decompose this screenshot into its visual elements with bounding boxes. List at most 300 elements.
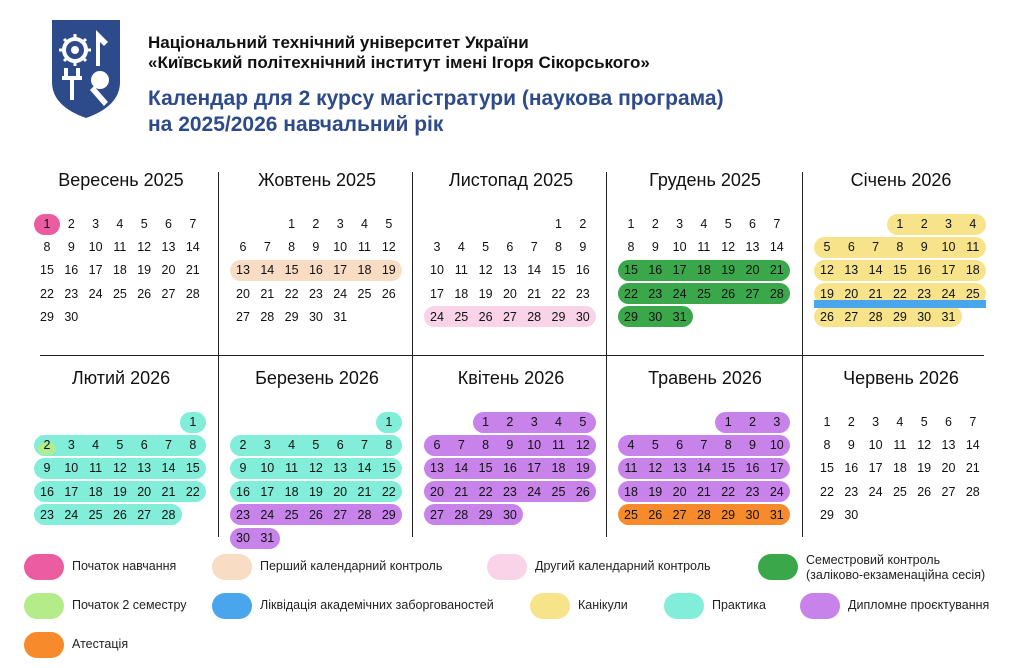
calendar-day: 30 — [575, 309, 590, 324]
calendar-day: 18 — [454, 286, 469, 301]
calendar-day: 7 — [189, 217, 197, 231]
legend-swatch — [487, 554, 527, 580]
calendar-day: 16 — [308, 263, 323, 278]
legend-first-control — [212, 554, 472, 580]
calendar-day: 21 — [965, 461, 980, 476]
calendar-day: 6 — [506, 240, 514, 255]
calendar-day: 11 — [697, 240, 711, 255]
calendar-day: 16 — [502, 461, 517, 476]
calendar-day: 14 — [454, 461, 469, 476]
calendar-day: 20 — [745, 263, 760, 278]
calendar-day: 1 — [288, 217, 296, 231]
calendar-day: 12 — [820, 263, 834, 278]
calendar-day: 27 — [844, 309, 859, 324]
calendar-day: 10 — [333, 240, 348, 255]
calendar-day: 31 — [333, 309, 348, 324]
calendar-day: 28 — [696, 507, 711, 522]
calendar-day: 17 — [527, 461, 542, 476]
calendar-day: 25 — [965, 286, 980, 301]
calendar-day: 31 — [260, 531, 275, 545]
legend-second-control — [487, 554, 747, 580]
calendar-day: 1 — [627, 217, 635, 231]
calendar-day: 25 — [357, 286, 372, 301]
calendar-day: 16 — [236, 484, 250, 499]
calendar-day: 26 — [381, 286, 396, 301]
calendar-day: 15 — [721, 461, 736, 476]
calendar-day: 12 — [721, 240, 736, 255]
calendar-day: 10 — [868, 438, 883, 453]
legend-label: Атестація — [72, 637, 129, 651]
month-title: Травень 2026 — [648, 368, 762, 388]
calendar-day: 28 — [454, 507, 469, 522]
calendar-day: 4 — [116, 217, 124, 231]
calendar-day: 22 — [40, 286, 54, 301]
calendar-day: 17 — [672, 263, 687, 278]
calendar-day: 30 — [502, 507, 517, 522]
calendar-day: 26 — [820, 309, 834, 324]
calendar-day: 3 — [676, 217, 684, 231]
calendar-day: 13 — [137, 461, 152, 476]
calendar-day: 25 — [551, 484, 566, 499]
legend-start-of-second-semester — [24, 593, 204, 619]
calendar-day: 10 — [64, 461, 79, 476]
month-title: Лютий 2026 — [71, 368, 171, 388]
calendar-day: 9 — [506, 438, 514, 453]
calendar-day: 9 — [749, 438, 756, 453]
calendar-day: 12 — [648, 461, 663, 476]
calendar-day: 15 — [381, 461, 396, 476]
calendar-day: 16 — [648, 263, 663, 278]
calendar-day: 28 — [161, 507, 176, 522]
legend-swatch — [664, 593, 704, 619]
calendar-day: 27 — [161, 286, 176, 301]
legend-academic-debt — [212, 593, 522, 619]
calendar-day: 19 — [575, 461, 590, 476]
calendar-day: 13 — [672, 461, 687, 476]
calendar-day: 9 — [920, 240, 928, 255]
calendar-day: 23 — [308, 286, 323, 301]
calendar-day: 19 — [721, 263, 736, 278]
calendar-day: 14 — [161, 461, 176, 476]
month-title: Жовтень 2025 — [257, 170, 376, 190]
calendar-day: 2 — [651, 217, 659, 231]
legend-holidays — [530, 593, 650, 619]
calendar-day: 8 — [482, 438, 490, 453]
calendar-day: 31 — [672, 309, 687, 324]
calendar-day: 17 — [260, 484, 275, 499]
calendar-day: 3 — [872, 415, 880, 429]
calendar-day: 4 — [457, 240, 465, 255]
calendar-day: 10 — [527, 438, 542, 453]
calendar-day: 8 — [189, 438, 197, 453]
calendar-day: 11 — [113, 240, 127, 255]
calendar-day: 8 — [288, 240, 296, 255]
calendar-day: 23 — [844, 484, 859, 499]
legend-semester-control — [758, 554, 1008, 580]
month-march-2026 — [219, 368, 415, 553]
legend-swatch — [758, 554, 798, 580]
legend-label: Ліквідація академічних заборгованостей — [260, 598, 494, 612]
calendar-day: 8 — [896, 240, 904, 255]
calendar-day: 25 — [624, 507, 638, 522]
calendar-day: 15 — [551, 263, 566, 278]
calendar-day: 22 — [284, 286, 299, 301]
calendar-day: 1 — [189, 415, 197, 429]
calendar-day: 12 — [112, 461, 127, 476]
calendar-day: 20 — [672, 484, 687, 499]
calendar-day: 30 — [844, 507, 859, 522]
calendar-day: 17 — [64, 484, 79, 499]
calendar-day: 19 — [137, 263, 152, 278]
calendar-day: 30 — [64, 309, 79, 324]
calendar-day: 24 — [88, 286, 103, 301]
month-title: Червень 2026 — [843, 368, 959, 388]
calendar-day: 6 — [847, 240, 855, 255]
calendar-day: 5 — [140, 217, 148, 231]
month-january-2026 — [803, 170, 999, 355]
calendar-day: 4 — [555, 415, 562, 429]
month-title: Вересень 2025 — [58, 170, 184, 190]
calendar-day: 20 — [161, 263, 176, 278]
calendar-day: 11 — [552, 438, 565, 453]
row-divider — [40, 355, 984, 356]
calendar-day: 18 — [696, 263, 711, 278]
calendar-day: 25 — [892, 484, 907, 499]
calendar-day: 26 — [648, 507, 663, 522]
calendar-day: 15 — [284, 263, 299, 278]
calendar-day: 21 — [260, 286, 275, 301]
calendar-day: 29 — [40, 309, 54, 324]
calendar-day: 2 — [749, 415, 756, 429]
calendar-day: 27 — [333, 507, 348, 522]
calendar-day: 11 — [893, 438, 907, 453]
legend-label: Другий календарний контроль — [535, 559, 711, 573]
legend-diploma-design — [800, 593, 1010, 619]
calendar-day: 24 — [941, 286, 956, 301]
calendar-day: 21 — [161, 484, 176, 499]
calendar-day: 28 — [260, 309, 275, 324]
calendar-day: 17 — [769, 461, 784, 476]
calendar-day: 10 — [769, 438, 784, 453]
calendar-day: 4 — [92, 438, 100, 453]
calendar-day: 13 — [161, 240, 176, 255]
legend-swatch — [800, 593, 840, 619]
calendar-day: 23 — [917, 286, 932, 301]
calendar-day: 15 — [185, 461, 200, 476]
calendar-day: 28 — [357, 507, 372, 522]
calendar-day: 19 — [308, 484, 323, 499]
calendar-day: 3 — [530, 415, 538, 429]
calendar-day: 18 — [112, 263, 127, 278]
calendar-day: 24 — [769, 484, 784, 499]
calendar-day: 1 — [823, 415, 831, 429]
calendar-title-line2: на 2025/2026 навчальний рік — [148, 113, 444, 136]
legend-label: Практика — [712, 598, 766, 612]
calendar-day: 5 — [385, 217, 393, 231]
calendar-day: 27 — [502, 309, 517, 324]
legend-label: Перший календарний контроль — [260, 559, 443, 573]
calendar-day: 17 — [333, 263, 348, 278]
calendar-day: 10 — [88, 240, 103, 255]
calendar-day: 19 — [381, 263, 396, 278]
calendar-day: 20 — [137, 484, 152, 499]
calendar-day: 12 — [308, 461, 323, 476]
calendar-day: 22 — [185, 484, 200, 499]
calendar-day: 2 — [43, 438, 51, 453]
calendar-day: 27 — [672, 507, 687, 522]
legend-swatch — [24, 593, 64, 619]
calendar-day: 11 — [454, 263, 468, 278]
calendar-day: 14 — [185, 240, 200, 255]
calendar-day: 4 — [700, 217, 708, 231]
calendar-day: 15 — [820, 461, 834, 476]
calendar-day: 13 — [502, 263, 517, 278]
calendar-day: 9 — [67, 240, 75, 255]
month-february-2026 — [23, 368, 219, 553]
calendar-day: 12 — [917, 438, 932, 453]
calendar-day: 15 — [40, 263, 54, 278]
calendar-day: 6 — [433, 438, 441, 453]
calendar-day: 19 — [112, 484, 127, 499]
calendar-day: 8 — [724, 438, 732, 453]
month-september-2025 — [23, 170, 219, 355]
calendar-day: 2 — [920, 217, 928, 231]
calendar-day: 6 — [749, 217, 756, 231]
calendar-day: 21 — [769, 263, 784, 278]
calendar-day: 21 — [185, 263, 200, 278]
calendar-day: 22 — [820, 484, 834, 499]
calendar-day: 21 — [696, 484, 711, 499]
calendar-day: 2 — [67, 217, 75, 231]
calendar-day: 23 — [745, 484, 760, 499]
calendar-day: 13 — [941, 438, 956, 453]
calendar-day: 16 — [64, 263, 79, 278]
calendar-day: 29 — [551, 309, 566, 324]
calendar-day: 14 — [769, 240, 784, 255]
calendar-day: 21 — [868, 286, 883, 301]
calendar-day: 21 — [454, 484, 469, 499]
calendar-day: 29 — [624, 309, 638, 324]
calendar-day: 24 — [868, 484, 883, 499]
calendar-day: 13 — [844, 263, 859, 278]
university-name-line1: Національний технічний університет України — [148, 33, 529, 52]
calendar-day: 6 — [140, 438, 148, 453]
kpi-logo-icon — [52, 20, 120, 118]
legend-start-of-studies — [24, 554, 204, 580]
legend-swatch — [24, 632, 64, 658]
calendar-day: 20 — [430, 484, 444, 499]
calendar-day: 1 — [724, 415, 732, 429]
calendar-day: 30 — [745, 507, 760, 522]
calendar-day: 14 — [868, 263, 883, 278]
legend-attestation — [24, 632, 204, 658]
calendar-day: 31 — [769, 507, 784, 522]
calendar-day: 27 — [941, 484, 956, 499]
calendar-day: 23 — [64, 286, 79, 301]
calendar-day: 5 — [651, 438, 659, 453]
calendar-day: 22 — [624, 286, 638, 301]
calendar-day: 5 — [312, 438, 320, 453]
calendar-day: 24 — [260, 507, 275, 522]
calendar-day: 10 — [430, 263, 444, 278]
calendar-day: 13 — [430, 461, 444, 476]
calendar-day: 20 — [941, 461, 956, 476]
calendar-day: 2 — [312, 217, 320, 231]
month-october-2025 — [219, 170, 415, 355]
calendar-day: 8 — [385, 438, 393, 453]
calendar-day: 9 — [239, 461, 247, 476]
month-title: Грудень 2025 — [649, 170, 761, 190]
calendar-day: 29 — [478, 507, 493, 522]
calendar-day: 19 — [820, 286, 834, 301]
month-title: Квітень 2026 — [457, 368, 565, 388]
calendar-day: 12 — [137, 240, 152, 255]
calendar-day: 11 — [358, 240, 371, 255]
calendar-day: 16 — [745, 461, 760, 476]
calendar-day: 1 — [385, 415, 393, 429]
calendar-day: 4 — [896, 415, 904, 429]
calendar-day: 8 — [555, 240, 562, 255]
calendar-day: 16 — [40, 484, 54, 499]
calendar-day: 20 — [333, 484, 348, 499]
calendar-day: 25 — [454, 309, 469, 324]
calendar-day: 5 — [724, 217, 732, 231]
calendar-day: 18 — [965, 263, 980, 278]
calendar-day: 5 — [482, 240, 490, 255]
calendar-day: 11 — [624, 461, 638, 476]
calendar-day: 18 — [624, 484, 638, 499]
calendar-day: 23 — [502, 484, 517, 499]
calendar-day: 28 — [965, 484, 980, 499]
calendar-day: 18 — [551, 461, 566, 476]
calendar-day: 1 — [482, 415, 490, 429]
calendar-day: 3 — [433, 240, 441, 255]
calendar-day: 9 — [312, 240, 320, 255]
calendar-day: 6 — [676, 438, 684, 453]
calendar-day: 22 — [551, 286, 566, 301]
month-may-2026 — [607, 368, 803, 553]
calendar-day: 18 — [88, 484, 103, 499]
calendar-day: 5 — [920, 415, 928, 429]
calendar-day: 5 — [116, 438, 124, 453]
calendar-day: 16 — [917, 263, 932, 278]
legend-label: Дипломне проєктування — [848, 598, 990, 612]
calendar-day: 24 — [64, 507, 79, 522]
calendar-day: 20 — [502, 286, 517, 301]
calendar-day: 4 — [288, 438, 296, 453]
calendar-day: 7 — [361, 438, 368, 453]
calendar-day: 3 — [92, 217, 100, 231]
calendar-day: 6 — [336, 438, 344, 453]
calendar-day: 26 — [917, 484, 932, 499]
legend-label — [806, 553, 985, 583]
calendar-day: 12 — [575, 438, 590, 453]
legend-swatch — [530, 593, 570, 619]
calendar-day: 4 — [361, 217, 368, 231]
calendar-day: 7 — [969, 415, 977, 429]
calendar-day: 17 — [941, 263, 956, 278]
calendar-day: 7 — [773, 217, 781, 231]
calendar-day: 12 — [478, 263, 493, 278]
calendar-day: 28 — [527, 309, 542, 324]
legend-practice — [664, 593, 784, 619]
calendar-day: 12 — [381, 240, 396, 255]
calendar-day: 26 — [112, 507, 127, 522]
calendar-day: 7 — [700, 438, 708, 453]
calendar-day: 13 — [333, 461, 348, 476]
calendar-day: 3 — [773, 415, 781, 429]
legend-label: Початок навчання — [72, 559, 177, 573]
calendar-day: 26 — [478, 309, 493, 324]
calendar-day: 3 — [945, 217, 952, 231]
calendar-day: 25 — [284, 507, 299, 522]
calendar-day: 29 — [381, 507, 396, 522]
calendar-day: 3 — [336, 217, 344, 231]
calendar-day: 30 — [917, 309, 932, 324]
calendar-day: 2 — [579, 217, 587, 231]
calendar-day: 13 — [745, 240, 760, 255]
calendar-day: 27 — [137, 507, 152, 522]
calendar-day: 28 — [868, 309, 883, 324]
calendar-day: 4 — [627, 438, 635, 453]
calendar-day: 16 — [575, 263, 590, 278]
calendar-day: 26 — [137, 286, 152, 301]
calendar-day: 29 — [892, 309, 907, 324]
calendar-day: 23 — [40, 507, 54, 522]
calendar-title-line1: Календар для 2 курсу магістратури (наукова програма) — [148, 87, 724, 110]
calendar-day: 14 — [527, 263, 542, 278]
calendar-day: 19 — [917, 461, 932, 476]
calendar-day: 24 — [333, 286, 348, 301]
calendar-day: 29 — [721, 507, 736, 522]
calendar-day: 24 — [430, 309, 444, 324]
calendar-day: 19 — [478, 286, 493, 301]
calendar-day: 7 — [530, 240, 538, 255]
calendar-day: 22 — [892, 286, 907, 301]
calendar-day: 23 — [236, 507, 250, 522]
calendar-day: 27 — [745, 286, 760, 301]
legend-swatch — [24, 554, 64, 580]
calendar-day: 18 — [284, 484, 299, 499]
calendar-day: 23 — [648, 286, 663, 301]
calendar-day: 5 — [823, 240, 831, 255]
calendar-day: 29 — [284, 309, 299, 324]
month-title: Січень 2026 — [850, 170, 952, 190]
calendar-day: 31 — [941, 309, 956, 324]
calendar-day: 24 — [672, 286, 687, 301]
month-december-2025 — [607, 170, 803, 355]
calendar-day: 25 — [88, 507, 103, 522]
calendar-day: 22 — [381, 484, 396, 499]
legend-label: Початок 2 семестру — [72, 598, 187, 612]
calendar-day: 28 — [769, 286, 784, 301]
calendar-day: 19 — [648, 484, 663, 499]
legend-label: Канікули — [578, 598, 628, 612]
calendar-day: 16 — [844, 461, 859, 476]
calendar-day: 3 — [263, 438, 271, 453]
calendar-day: 7 — [165, 438, 172, 453]
calendar-day: 18 — [357, 263, 372, 278]
calendar-day: 14 — [965, 438, 980, 453]
calendar-day: 8 — [823, 438, 831, 453]
calendar-day: 2 — [847, 415, 855, 429]
calendar-day: 10 — [672, 240, 687, 255]
calendar-day: 24 — [527, 484, 542, 499]
calendar-day: 5 — [579, 415, 587, 429]
calendar-day: 9 — [43, 461, 51, 476]
calendar-day: 14 — [357, 461, 372, 476]
calendar-day: 15 — [892, 263, 907, 278]
